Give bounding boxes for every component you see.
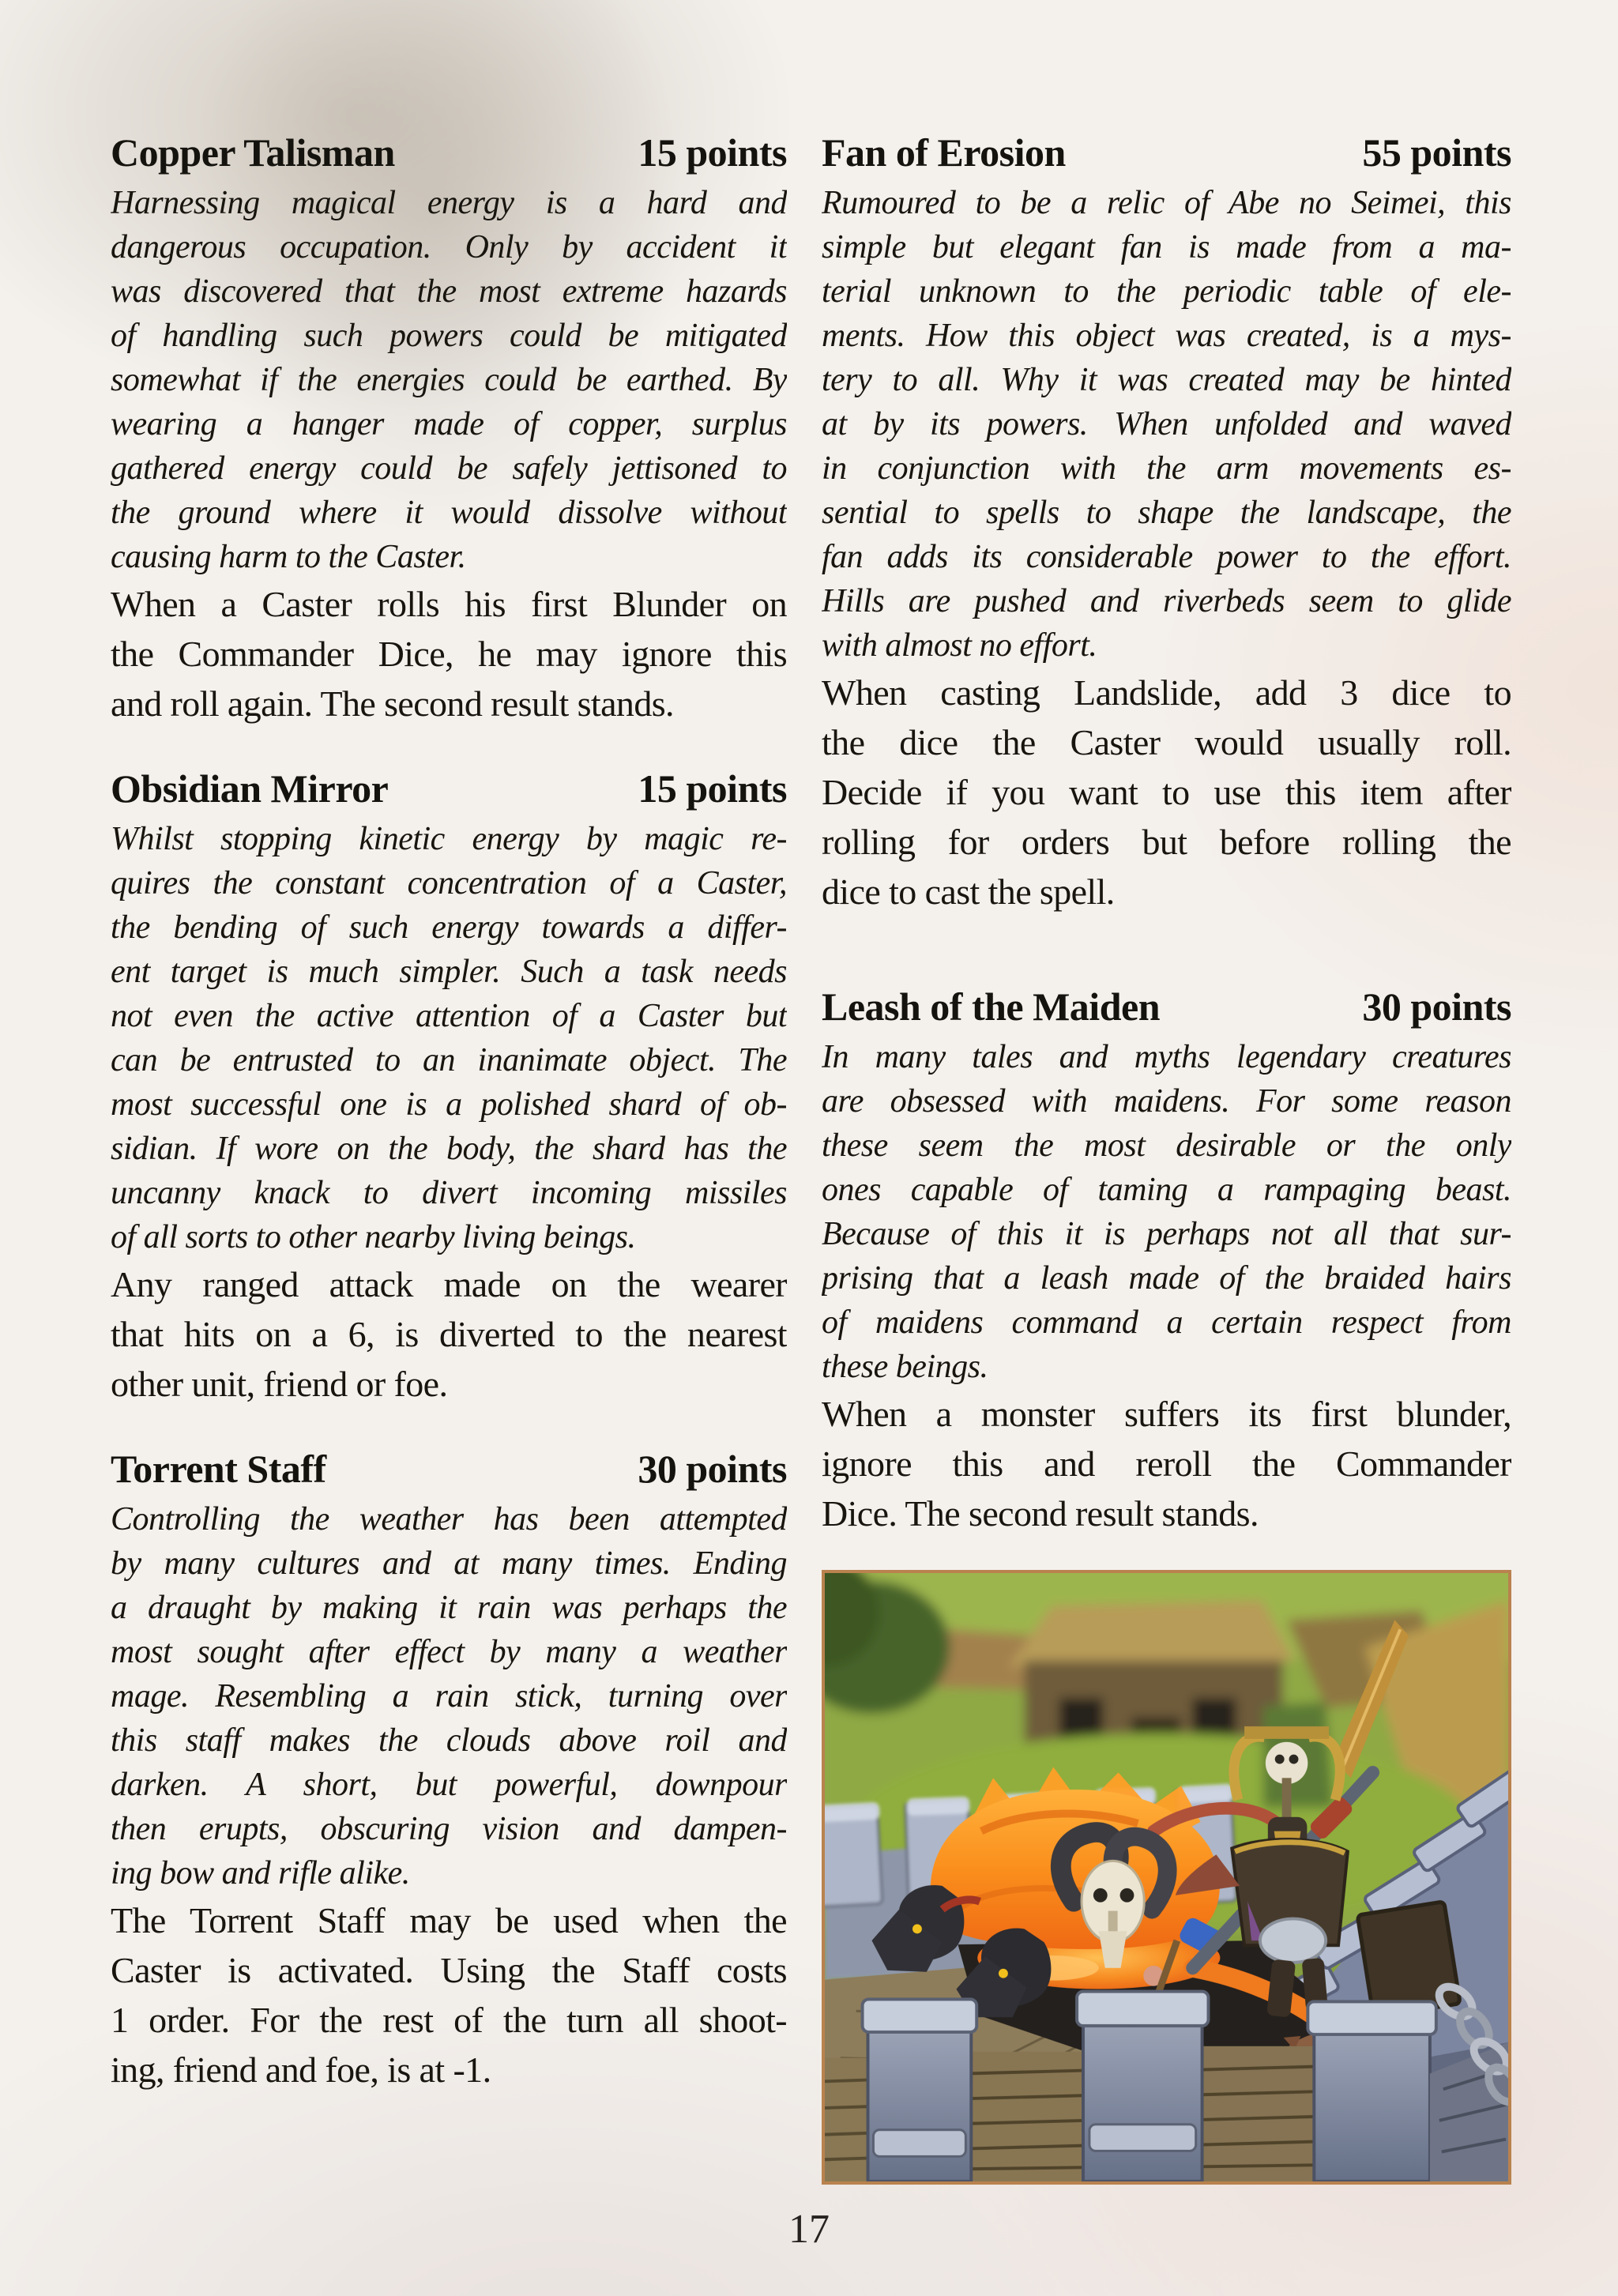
- text-line: In many tales and myths legendary creatures: [822, 1039, 1511, 1075]
- item-torrent-staff: [111, 1445, 787, 2095]
- text-line: of all sorts to other nearby living beings.: [111, 1219, 636, 1255]
- text-line: uncanny knack to divert incoming missiles: [111, 1175, 787, 1211]
- text-line: of maidens command a certain respect from: [822, 1304, 1511, 1341]
- text-line: The Torrent Staff may be used when the: [111, 1900, 787, 1940]
- text-line: When a Caster rolls his first Blunder on: [111, 584, 787, 624]
- front-battlement: [825, 1991, 1508, 2181]
- text-line: quires the constant concentration of a Caster,: [111, 865, 787, 901]
- item-points: 30 points: [1362, 984, 1511, 1029]
- text-line: Dice. The second result stands.: [822, 1493, 1259, 1534]
- item-obsidian-mirror: [111, 765, 787, 1409]
- item-heading: [822, 983, 1511, 1030]
- text-line: Whilst stopping kinetic energy by magic re-: [111, 821, 787, 857]
- text-line: terial unknown to the periodic table of ele-: [822, 273, 1511, 310]
- item-heading: [111, 765, 787, 812]
- text-line: Caster is activated. Using the Staff costs: [111, 1950, 787, 1990]
- item-heading: [111, 1445, 787, 1492]
- item-points: 15 points: [638, 130, 787, 175]
- text-line: tery to all. Why it was created may be hinted: [822, 362, 1511, 398]
- item-title: Torrent Staff: [111, 1447, 326, 1491]
- text-line: are obsessed with maidens. For some reason: [822, 1083, 1511, 1120]
- item-title: Copper Talisman: [111, 130, 395, 175]
- text-line: dangerous occupation. Only by accident it: [111, 229, 787, 265]
- text-line: not even the active attention of a Caster but: [111, 998, 787, 1034]
- banner-skull: [1266, 1742, 1308, 1784]
- text-line: of handling such powers could be mitigated: [111, 318, 787, 354]
- text-line: can be entrusted to an inanimate object. The: [111, 1042, 787, 1078]
- item-points: 55 points: [1362, 130, 1511, 175]
- wall-door-panel: [1357, 1902, 1460, 2017]
- item-fan-of-erosion: [822, 129, 1511, 917]
- text-line: simple but elegant fan is made from a ma-: [822, 229, 1511, 265]
- text-line: the ground where it would dissolve without: [111, 495, 787, 531]
- text-line: 1 order. For the rest of the turn all shoot-: [111, 2000, 787, 2040]
- text-line: darken. A short, but powerful, downpour: [111, 1767, 787, 1803]
- text-line: ignore this and reroll the Commander: [822, 1443, 1511, 1484]
- text-line: the dice the Caster would usually roll.: [822, 722, 1511, 762]
- text-line: most successful one is a polished shard of ob-: [111, 1086, 787, 1123]
- text-line: causing harm to the Caster.: [111, 539, 466, 575]
- text-line: ent target is much simpler. Such a task needs: [111, 954, 787, 990]
- text-line: the Commander Dice, he may ignore this: [111, 634, 787, 674]
- text-line: with almost no effort.: [822, 627, 1097, 664]
- page-number: 17: [788, 2207, 830, 2252]
- text-line: at by its powers. When unfolded and waved: [822, 406, 1511, 442]
- text-line: rolling for orders but before rolling the: [822, 822, 1511, 862]
- item-heading: [111, 129, 787, 176]
- text-line: Controlling the weather has been attempted: [111, 1501, 787, 1538]
- text-line: most sought after effect by many a weather: [111, 1634, 787, 1670]
- left-column: [111, 129, 787, 2095]
- item-heading: [822, 129, 1511, 176]
- text-line: in conjunction with the arm movements es-: [822, 450, 1511, 487]
- text-line: this staff makes the clouds above roil and: [111, 1722, 787, 1759]
- text-line: that hits on a 6, is diverted to the nearest: [111, 1314, 787, 1354]
- text-line: ones capable of taming a rampaging beast.: [822, 1172, 1511, 1208]
- right-column-sections: [822, 129, 1511, 1538]
- text-line: prising that a leash made of the braided hairs: [822, 1260, 1511, 1297]
- text-line: Any ranged attack made on the wearer: [111, 1264, 787, 1304]
- text-line: sidian. If wore on the body, the shard has the: [111, 1131, 787, 1167]
- text-line: then erupts, obscuring vision and dampen-: [111, 1811, 787, 1847]
- text-line: the bending of such energy towards a differ-: [111, 909, 787, 946]
- text-line: gathered energy could be safely jettisoned to: [111, 450, 787, 487]
- text-line: sential to spells to shape the landscape, the: [822, 495, 1511, 531]
- miniatures-photo-art: [825, 1573, 1508, 2181]
- miniatures-photo: [822, 1570, 1511, 2185]
- text-line: Because of this it is perhaps not all that sur-: [822, 1216, 1511, 1252]
- text-line: When casting Landslide, add 3 dice to: [822, 672, 1511, 713]
- item-title: Fan of Erosion: [822, 130, 1066, 175]
- text-line: fan adds its considerable power to the effort.: [822, 539, 1511, 575]
- text-line: Hills are pushed and riverbeds seem to glide: [822, 583, 1511, 619]
- text-line: wearing a hanger made of copper, surplus: [111, 406, 787, 442]
- text-line: Decide if you want to use this item after: [822, 772, 1511, 812]
- text-line: When a monster suffers its first blunder,: [822, 1394, 1511, 1434]
- text-line: these beings.: [822, 1349, 988, 1385]
- text-line: mage. Resembling a rain stick, turning over: [111, 1678, 787, 1714]
- item-title: Leash of the Maiden: [822, 984, 1160, 1029]
- item-points: 30 points: [638, 1447, 787, 1491]
- text-line: ing, friend and foe, is at -1.: [111, 2049, 491, 2090]
- text-line: by many cultures and at many times. Ending: [111, 1545, 787, 1582]
- text-line: other unit, friend or foe.: [111, 1364, 448, 1404]
- text-line: ments. How this object was created, is a mys-: [822, 318, 1511, 354]
- text-line: dice to cast the spell.: [822, 871, 1115, 912]
- right-column: [822, 129, 1511, 2185]
- item-leash-of-the-maiden: [822, 983, 1511, 1538]
- text-line: ing bow and rifle alike.: [111, 1855, 410, 1891]
- left-column-sections: [111, 129, 787, 2095]
- text-line: Rumoured to be a relic of Abe no Seimei, this: [822, 185, 1511, 221]
- text-line: a draught by making it rain was perhaps the: [111, 1590, 787, 1626]
- text-line: Harnessing magical energy is a hard and: [111, 185, 787, 221]
- text-line: and roll again. The second result stands.: [111, 683, 674, 724]
- text-line: these seem the most desirable or the only: [822, 1127, 1511, 1164]
- item-points: 15 points: [638, 766, 787, 811]
- text-line: somewhat if the energies could be earthed. By: [111, 362, 787, 398]
- item-title: Obsidian Mirror: [111, 766, 389, 811]
- text-line: was discovered that the most extreme hazards: [111, 273, 787, 310]
- item-copper-talisman: [111, 129, 787, 728]
